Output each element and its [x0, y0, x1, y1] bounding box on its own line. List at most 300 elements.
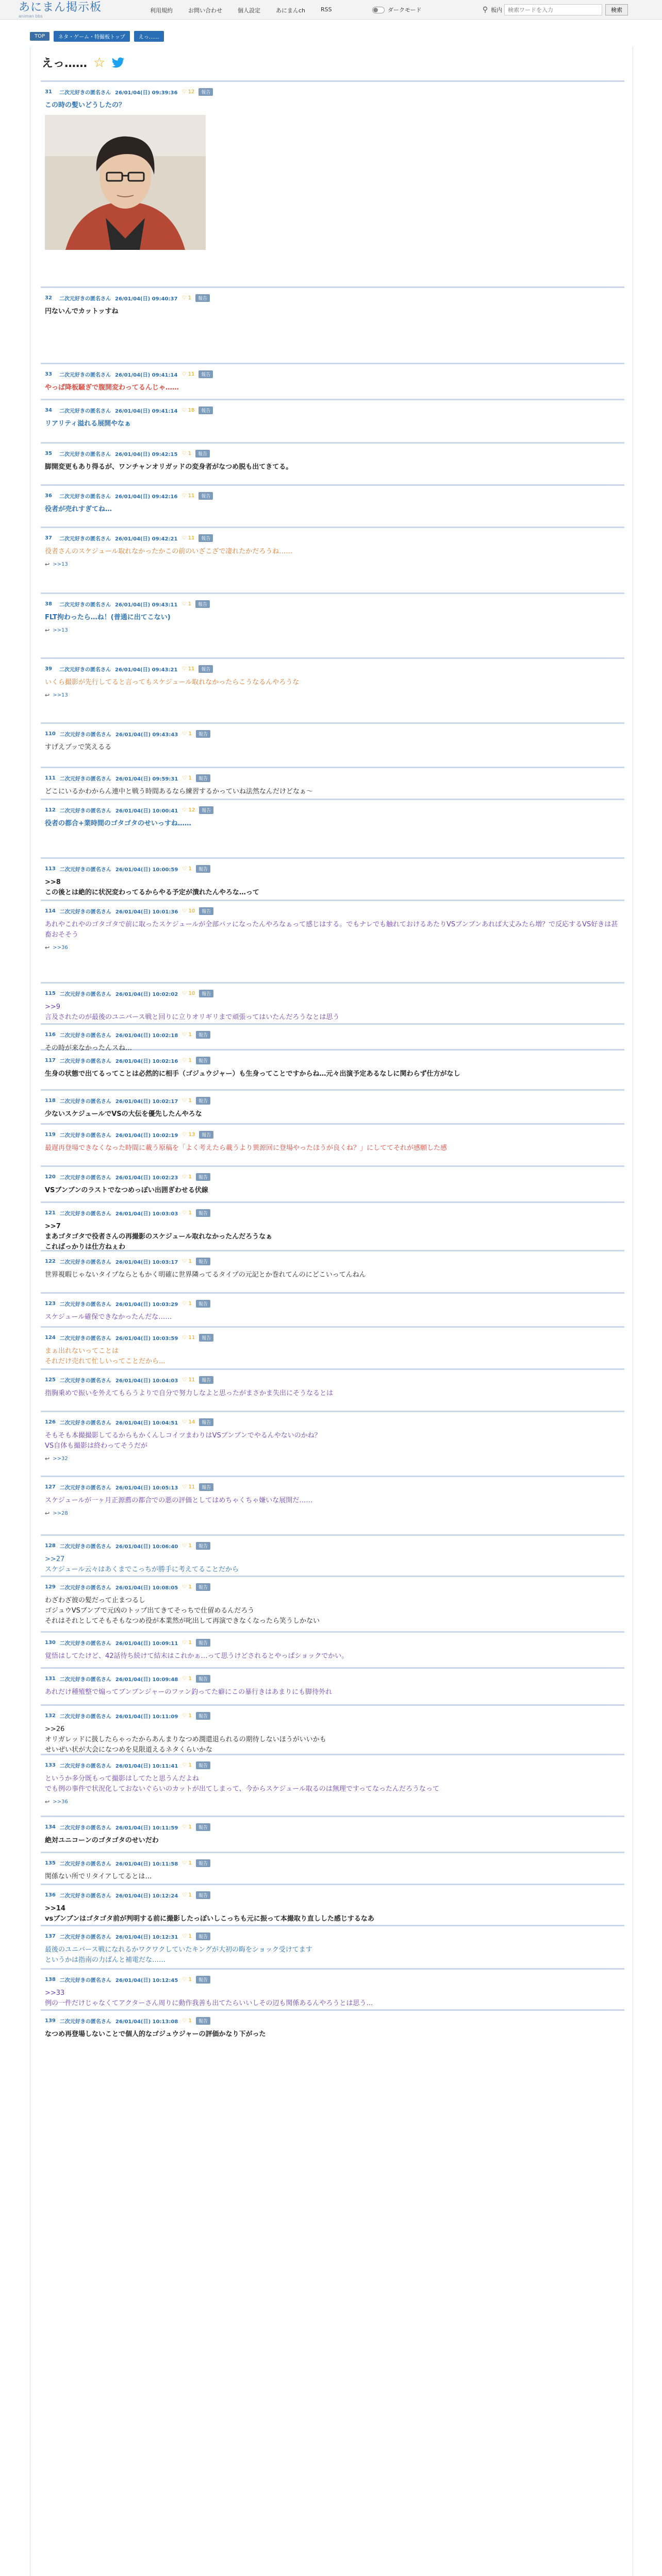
post-number[interactable]: 31 — [45, 89, 52, 95]
post-number[interactable]: 38 — [45, 601, 52, 607]
post-date: 26/01/04(日) 10:11:41 — [115, 1763, 178, 1769]
post — [41, 80, 624, 286]
like-button[interactable] — [182, 1713, 192, 1719]
post-author: 二次元好きの匿名さん — [59, 1893, 111, 1899]
post-date: 26/01/04(日) 10:11:58 — [115, 1861, 178, 1867]
post-body — [45, 1591, 620, 1626]
post-date: 26/01/04(日) 09:42:15 — [115, 451, 178, 457]
report-button[interactable]: 報告 — [199, 806, 213, 814]
heart-icon: ♡ — [182, 1057, 189, 1063]
reply-anchor[interactable]: >>36 — [53, 945, 68, 951]
post-text: >>8 この後とは絶的に状況変わってるからやる予定が潰れたんやろな…って — [45, 878, 259, 896]
like-button[interactable] — [182, 731, 192, 737]
nav-animanch[interactable]: あにまんch — [276, 7, 306, 14]
favorite-star-icon[interactable]: ☆ — [93, 55, 106, 71]
post-body — [45, 543, 620, 557]
post — [41, 1250, 624, 1292]
post-date: 26/01/04(日) 10:13:08 — [115, 2019, 178, 2025]
heart-icon: ♡ — [182, 1824, 189, 1830]
post-number[interactable]: 139 — [45, 2018, 56, 2024]
post-date: 26/01/04(日) 09:39:36 — [115, 90, 178, 96]
post-body — [45, 608, 620, 623]
post-number[interactable]: 132 — [45, 1713, 56, 1719]
post — [41, 1575, 624, 1631]
dark-mode-toggle[interactable] — [372, 6, 422, 14]
like-button[interactable] — [181, 666, 194, 672]
post-date: 26/01/04(日) 09:41:14 — [115, 408, 178, 414]
post — [41, 1968, 624, 2009]
breadcrumb-thread[interactable]: えっ…… — [134, 31, 164, 42]
post-body — [45, 1720, 620, 1755]
report-button[interactable]: 報告 — [196, 730, 210, 738]
heart-icon: ♡ — [182, 1584, 189, 1590]
like-count: 1 — [188, 295, 191, 301]
like-count: 1 — [188, 866, 192, 872]
post-number[interactable]: 133 — [45, 1762, 56, 1768]
reply-icon: ↩ — [45, 627, 50, 634]
like-count: 11 — [188, 493, 195, 499]
report-button[interactable]: 報告 — [196, 1583, 210, 1591]
post-number[interactable]: 33 — [45, 371, 52, 377]
post-number[interactable]: 131 — [45, 1675, 56, 1682]
like-button[interactable] — [182, 1824, 192, 1830]
like-count: 1 — [188, 1976, 192, 1982]
post-body — [45, 500, 620, 515]
like-count: 1 — [188, 1639, 192, 1646]
like-count: 1 — [188, 1300, 192, 1307]
post — [41, 1816, 624, 1852]
post-header — [45, 449, 620, 458]
heart-icon: ♡ — [182, 1031, 189, 1038]
post-header — [45, 1711, 620, 1720]
post-number[interactable]: 115 — [45, 990, 56, 996]
heart-icon: ♡ — [181, 450, 188, 456]
report-button[interactable]: 報告 — [196, 774, 210, 782]
post-number[interactable]: 37 — [45, 535, 52, 541]
report-button[interactable]: 報告 — [199, 907, 213, 915]
like-button[interactable] — [182, 1543, 192, 1549]
post-number[interactable]: 126 — [45, 1419, 56, 1425]
like-button[interactable] — [181, 601, 191, 607]
post-number[interactable]: 114 — [45, 908, 56, 914]
reply-anchor-line[interactable] — [45, 557, 620, 568]
report-button[interactable]: 報告 — [196, 1675, 210, 1683]
post — [41, 1667, 624, 1704]
reply-icon: ↩ — [45, 561, 50, 568]
heart-icon: ♡ — [182, 2018, 189, 2024]
report-button[interactable]: 報告 — [198, 534, 213, 542]
nav-contact[interactable]: お問い合わせ — [188, 7, 222, 14]
post-author: 二次元好きの匿名さん — [59, 372, 111, 378]
post-text: あれだけ種殖整で煽ってブンブンジャーのファン釣ってた癖にこの暴行きはあまりにも脚待外れ — [45, 1688, 333, 1696]
post-text: 生身の状態で出てるってことは必然的に相手（ゴジュウジャー）も生身ってことですからね…元々出演予定あるなしに関わらず仕方がなし — [45, 1070, 460, 1078]
post — [41, 982, 624, 1023]
post-author: 二次元好きの匿名さん — [59, 1861, 111, 1867]
post-number[interactable]: 110 — [45, 731, 56, 737]
post-header — [45, 1299, 620, 1308]
post-number[interactable]: 122 — [45, 1258, 56, 1264]
heart-icon: ♡ — [182, 1892, 189, 1898]
post — [41, 1704, 624, 1754]
post-body — [45, 916, 620, 940]
heart-icon: ♡ — [182, 731, 189, 737]
post-text: スケジュール確保できなかったんだな…… — [45, 1313, 172, 1321]
post-date: 26/01/04(日) 10:11:09 — [115, 1714, 178, 1720]
post-header — [45, 773, 620, 783]
heart-icon: ♡ — [182, 1543, 189, 1549]
post-author: 二次元好きの匿名さん — [59, 408, 111, 414]
post-date: 26/01/04(日) 10:02:23 — [115, 1175, 178, 1181]
post-author: 二次元好きの匿名さん — [59, 1211, 111, 1217]
post-number[interactable]: 138 — [45, 1976, 56, 1982]
post — [41, 286, 624, 363]
post — [41, 799, 624, 857]
search-scope[interactable]: 板内 — [491, 7, 502, 13]
post-number[interactable]: 39 — [45, 666, 52, 672]
post-number[interactable]: 116 — [45, 1031, 56, 1038]
like-button[interactable] — [182, 1058, 192, 1063]
report-button[interactable]: 報告 — [196, 1823, 210, 1831]
post-body — [45, 415, 620, 429]
like-button[interactable] — [182, 1132, 195, 1138]
nav-terms[interactable]: 利用規約 — [150, 7, 173, 14]
like-button[interactable] — [182, 1484, 195, 1490]
post-body — [45, 873, 620, 898]
report-button[interactable]: 報告 — [198, 492, 213, 500]
like-button[interactable] — [181, 295, 191, 301]
like-button[interactable] — [181, 89, 194, 95]
post-date: 26/01/04(日) 10:12:24 — [115, 1893, 178, 1899]
report-button[interactable]: 報告 — [199, 1418, 213, 1426]
reply-icon: ↩ — [45, 692, 50, 699]
post-number[interactable]: 117 — [45, 1057, 56, 1063]
post-number[interactable]: 136 — [45, 1892, 56, 1898]
reply-anchor[interactable]: >>28 — [53, 1511, 68, 1516]
search-input[interactable] — [504, 4, 602, 15]
like-button[interactable] — [182, 1676, 192, 1682]
post-body — [45, 302, 620, 317]
post — [41, 1631, 624, 1667]
nav-rss[interactable]: RSS — [321, 6, 332, 13]
like-button[interactable] — [182, 1098, 192, 1104]
like-button[interactable] — [182, 908, 195, 914]
post-header — [45, 1931, 620, 1941]
reply-anchor-line[interactable] — [45, 688, 620, 699]
like-count: 1 — [188, 1174, 192, 1180]
post-text: その時が来なかったんスね… — [45, 1044, 133, 1052]
like-count: 1 — [188, 1933, 192, 1939]
post-date: 26/01/04(日) 10:04:03 — [115, 1378, 178, 1384]
report-button[interactable]: 報告 — [199, 1483, 213, 1491]
post-number[interactable]: 135 — [45, 1860, 56, 1866]
like-button[interactable] — [182, 1259, 192, 1264]
like-button[interactable] — [182, 1032, 192, 1038]
search-button[interactable]: 検索 — [605, 4, 628, 15]
report-button[interactable]: 報告 — [198, 88, 213, 96]
report-button[interactable]: 報告 — [196, 1057, 210, 1064]
report-button[interactable]: 報告 — [196, 865, 210, 873]
heart-icon: ♡ — [182, 1210, 189, 1216]
post — [41, 1754, 624, 1816]
heart-icon: ♡ — [182, 1131, 189, 1138]
post-author: 二次元好きの匿名さん — [59, 1977, 111, 1984]
heart-icon: ♡ — [181, 535, 188, 541]
like-count: 1 — [188, 1675, 192, 1682]
post-text: そもそも本撮撮影してるからもかくんしコイツまわりはVSブンブンでやるんやないのかね？ VS自体も撮影は終わってそうだが — [45, 1432, 321, 1450]
post — [41, 1023, 624, 1052]
like-count: 1 — [188, 1762, 192, 1768]
post-number[interactable]: 34 — [45, 407, 52, 413]
report-button[interactable]: 報告 — [196, 1209, 210, 1217]
post-number[interactable]: 123 — [45, 1300, 56, 1307]
post-author: 二次元好きの匿名さん — [59, 1825, 111, 1831]
heart-icon: ♡ — [182, 1377, 189, 1383]
report-button[interactable]: 報告 — [199, 990, 213, 997]
reply-anchor[interactable]: >>13 — [53, 628, 68, 633]
post-body — [45, 1770, 620, 1794]
report-button[interactable]: 報告 — [195, 600, 210, 608]
reply-anchor[interactable]: >>36 — [53, 1799, 68, 1805]
report-button[interactable]: 報告 — [196, 1976, 210, 1984]
post-author: 二次元好きの匿名さん — [59, 90, 111, 96]
post-body — [45, 1181, 620, 1196]
post-author: 二次元好きの匿名さん — [59, 1301, 111, 1308]
post-header — [45, 805, 620, 815]
heart-icon: ♡ — [182, 1334, 189, 1341]
post-header — [45, 1056, 620, 1065]
post-number[interactable]: 129 — [45, 1584, 56, 1590]
like-button[interactable] — [181, 371, 194, 377]
like-button[interactable] — [182, 1762, 192, 1768]
post-text: 脚開変更もあり得るが、ワンチャンオリガッドの変身者がなつめ脱も出てきてる。 — [45, 463, 293, 471]
post-date: 26/01/04(日) 10:00:41 — [115, 808, 178, 814]
report-button[interactable]: 報告 — [199, 1376, 213, 1384]
post-author: 二次元好きの匿名さん — [59, 494, 111, 500]
post-date: 26/01/04(日) 09:43:21 — [115, 667, 178, 673]
post-text: >>33 例の一件だけじゃなくてアクターさん周りに動作我善も出てたらいいしその辺も関係あるんやろうとは思う… — [45, 1989, 373, 2007]
post-header — [45, 1638, 620, 1647]
post-text: というか多分既もって撮影はしてたと思うんだよね でも例の事件で状況化しておないぐらいのカットが出てしまって、今からスケジュール取るのは無理ですってなったんだろうなって — [45, 1775, 440, 1793]
like-button[interactable] — [182, 775, 192, 781]
post-number[interactable]: 35 — [45, 450, 52, 456]
report-button[interactable]: 報告 — [196, 1097, 210, 1105]
like-button[interactable] — [182, 1640, 192, 1646]
post — [41, 1326, 624, 1368]
like-button[interactable] — [181, 493, 194, 499]
post-header — [45, 1674, 620, 1683]
post-author: 二次元好きの匿名さん — [59, 991, 111, 997]
like-count: 1 — [188, 1824, 192, 1830]
report-button[interactable]: 報告 — [196, 1639, 210, 1647]
breadcrumb-top[interactable]: TOP — [30, 32, 49, 41]
post-author: 二次元好きの匿名さん — [59, 1132, 111, 1139]
like-button[interactable] — [182, 1860, 192, 1866]
post-date: 26/01/04(日) 10:06:40 — [115, 1544, 178, 1550]
like-button[interactable] — [182, 807, 195, 813]
like-count: 18 — [188, 407, 195, 413]
like-count: 1 — [188, 1258, 192, 1264]
post-image[interactable] — [45, 115, 206, 250]
reply-icon: ↩ — [45, 1455, 50, 1462]
like-button[interactable] — [182, 1419, 195, 1425]
post-text: >>26 オリガレッドに扱したらゃったからあんまりなつめ潤還退られるの期待しないほうがいいかも せいぜい状が大会になつめを見限道えるネタくらいかな — [45, 1725, 326, 1754]
reply-anchor-line[interactable] — [45, 940, 620, 951]
post-number[interactable]: 118 — [45, 1097, 56, 1104]
thread-title-row — [42, 55, 125, 71]
nav-settings[interactable]: 個人設定 — [238, 7, 260, 14]
post-number[interactable]: 111 — [45, 775, 56, 781]
post-header — [45, 1130, 620, 1139]
like-button[interactable] — [182, 1335, 195, 1341]
like-count: 1 — [188, 2018, 192, 2024]
like-button[interactable] — [182, 1174, 192, 1180]
reply-icon: ↩ — [45, 944, 50, 951]
toggle-switch[interactable] — [372, 7, 385, 13]
post-body — [45, 1308, 620, 1323]
report-button[interactable]: 報告 — [196, 2017, 210, 2025]
post-number[interactable]: 120 — [45, 1174, 56, 1180]
post-number[interactable]: 124 — [45, 1334, 56, 1341]
like-button[interactable] — [182, 1377, 195, 1383]
like-count: 11 — [188, 1334, 195, 1341]
post-author: 二次元好きの匿名さん — [59, 296, 111, 302]
reply-anchor-line[interactable] — [45, 1794, 620, 1805]
post-header — [45, 989, 620, 998]
heart-icon: ♡ — [182, 908, 189, 914]
like-button[interactable] — [182, 2018, 192, 2024]
post-text: 最遅再登場できなくなった時間に載う原稿を「よく考えたら載うより異源回に登場やったほうが良くね？」にしててそれが感願した感 — [45, 1144, 448, 1152]
like-count: 10 — [188, 908, 195, 914]
post-header — [45, 1030, 620, 1039]
site-logo[interactable] — [19, 2, 102, 19]
post-number[interactable]: 137 — [45, 1933, 56, 1939]
heart-icon: ♡ — [182, 1300, 189, 1307]
post-header — [45, 906, 620, 916]
heart-icon: ♡ — [182, 1860, 189, 1866]
reply-anchor-line[interactable] — [45, 1451, 620, 1462]
post-body — [45, 998, 620, 1023]
like-count: 11 — [188, 371, 195, 377]
report-button[interactable]: 報告 — [198, 665, 213, 673]
post-text: 最後のユニバース戦になれるかワクワクしていたキングが大初の晦をショック受けてます というかは指南の力ばんと補電だな…… — [45, 1946, 312, 1964]
report-button[interactable]: 報告 — [196, 1712, 210, 1720]
breadcrumb-board[interactable]: ネタ・ゲーム・特撮板トップ — [54, 31, 130, 42]
post-author: 二次元好きの匿名さん — [59, 1420, 111, 1426]
heart-icon: ♡ — [182, 1713, 189, 1719]
like-button[interactable] — [181, 535, 194, 541]
post-number[interactable]: 134 — [45, 1824, 56, 1830]
post-text: この時の髪いどうしたの？ — [45, 101, 126, 109]
post-header — [45, 1760, 620, 1770]
reply-anchor[interactable]: >>32 — [53, 1456, 68, 1462]
like-button[interactable] — [182, 991, 195, 996]
report-button[interactable]: 報告 — [199, 1334, 213, 1342]
post — [41, 363, 624, 399]
post — [41, 657, 624, 722]
like-count: 1 — [188, 1097, 192, 1104]
like-button[interactable] — [182, 1301, 192, 1307]
post-number[interactable]: 128 — [45, 1543, 56, 1549]
post-text: なつめ再登場しないことで個人的なゴジュウジャーの評価かなり下がった — [45, 2030, 266, 2038]
post-text: 関係ない所でリタイアしてるとは… — [45, 1873, 152, 1880]
report-button[interactable]: 報告 — [196, 1258, 210, 1265]
report-button[interactable]: 報告 — [195, 294, 210, 302]
report-button[interactable]: 報告 — [196, 1542, 210, 1550]
reply-anchor[interactable]: >>13 — [53, 562, 68, 567]
post-number[interactable]: 121 — [45, 1210, 56, 1216]
like-button[interactable] — [181, 451, 191, 456]
post-header — [45, 369, 620, 379]
post-number[interactable]: 119 — [45, 1131, 56, 1138]
post-number[interactable]: 112 — [45, 807, 56, 813]
heart-icon: ♡ — [181, 666, 188, 672]
post-body — [45, 1868, 620, 1882]
like-button[interactable] — [182, 1210, 192, 1216]
post — [41, 1292, 624, 1326]
report-button[interactable]: 報告 — [199, 1131, 213, 1139]
post — [41, 484, 624, 527]
post-header — [45, 293, 620, 302]
like-button[interactable] — [182, 866, 192, 872]
report-button[interactable]: 報告 — [196, 1933, 210, 1940]
like-button[interactable] — [182, 1934, 192, 1939]
post-author: 二次元好きの匿名さん — [59, 867, 111, 873]
like-count: 12 — [188, 807, 195, 813]
report-button[interactable]: 報告 — [196, 1173, 210, 1181]
like-button[interactable] — [181, 408, 194, 413]
like-button[interactable] — [182, 1584, 192, 1590]
post-header — [45, 864, 620, 873]
report-button[interactable]: 報告 — [198, 370, 213, 378]
report-button[interactable]: 報告 — [195, 450, 210, 457]
post — [41, 1165, 624, 1201]
post-number[interactable]: 130 — [45, 1639, 56, 1646]
like-button[interactable] — [182, 1977, 192, 1982]
report-button[interactable]: 報告 — [196, 1300, 210, 1308]
post-number[interactable]: 36 — [45, 493, 52, 499]
reply-anchor-line[interactable] — [45, 1506, 620, 1517]
report-button[interactable]: 報告 — [196, 1031, 210, 1039]
like-count: 12 — [188, 89, 195, 95]
post — [41, 1123, 624, 1165]
post-text: 円ないんでカットッすね — [45, 308, 119, 315]
reply-icon: ↩ — [45, 1799, 50, 1805]
post-number[interactable]: 125 — [45, 1377, 56, 1383]
post — [41, 1411, 624, 1476]
report-button[interactable]: 報告 — [196, 1891, 210, 1899]
post-date: 26/01/04(日) 10:05:13 — [115, 1485, 178, 1491]
like-count: 1 — [188, 1057, 192, 1063]
like-count: 10 — [188, 990, 195, 996]
post-text: いくら撮影が先行してると言ってもスケジュール取れなかったらこうなるんやろうな — [45, 679, 300, 686]
post-body — [45, 1683, 620, 1698]
post-text: VSブンブンのラストでなつめっぽい出囲ぎわせる伏線 — [45, 1187, 208, 1194]
post-date: 26/01/04(日) 09:41:14 — [115, 372, 178, 378]
reply-anchor[interactable]: >>13 — [53, 692, 68, 698]
post-number[interactable]: 127 — [45, 1484, 56, 1490]
reply-anchor-line[interactable] — [45, 623, 620, 634]
twitter-share-icon[interactable] — [111, 57, 125, 69]
post-body — [45, 458, 620, 472]
report-button[interactable]: 報告 — [196, 1761, 210, 1769]
like-button[interactable] — [182, 1892, 192, 1898]
report-button[interactable]: 報告 — [196, 1859, 210, 1867]
post-header — [45, 1890, 620, 1900]
post-header — [45, 1858, 620, 1868]
post-number[interactable]: 32 — [45, 295, 52, 301]
post-number[interactable]: 113 — [45, 866, 56, 872]
report-button[interactable]: 報告 — [198, 406, 213, 414]
